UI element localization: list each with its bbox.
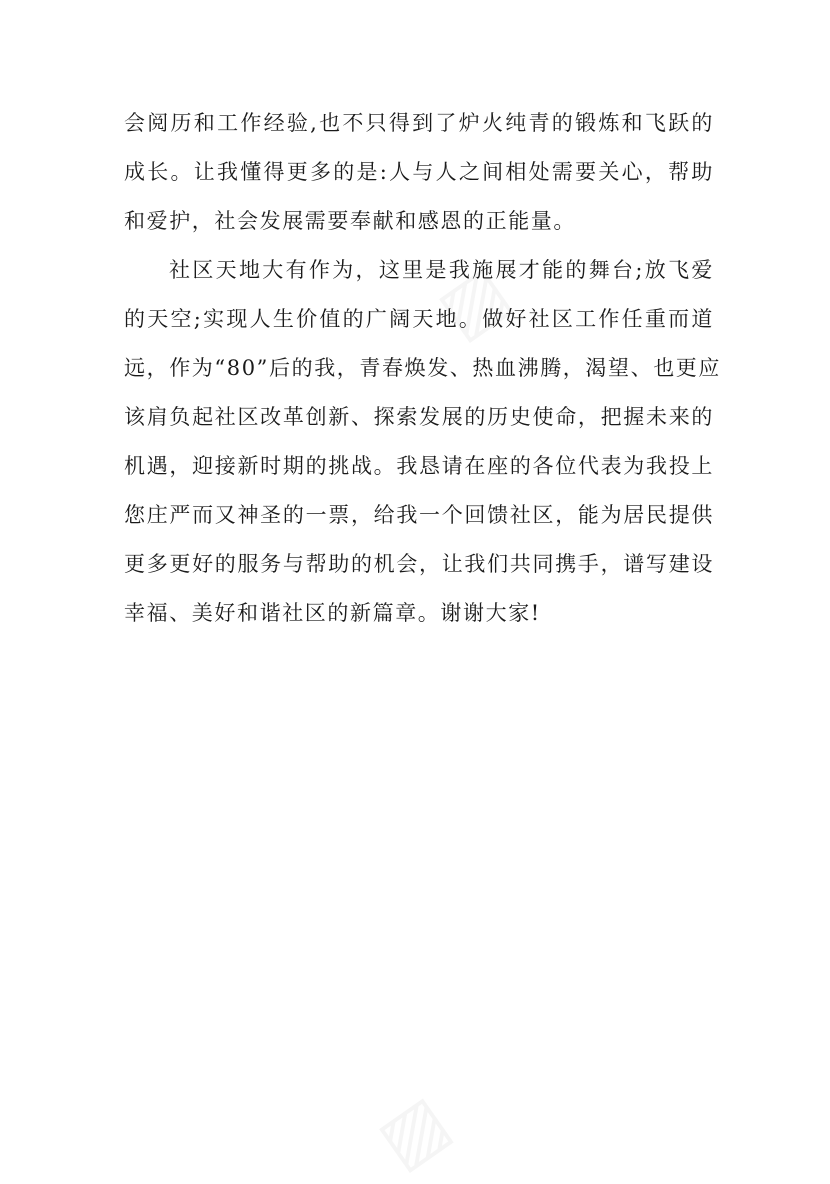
text-line: 远，作为“80”后的我，青春焕发、热血沸腾，渴望、也更应 xyxy=(124,356,721,380)
text-line: 机遇，迎接新时期的挑战。我恳请在座的各位代表为我投上 xyxy=(124,454,714,478)
text-line: 社区天地大有作为，这里是我施展才能的舞台;放飞爱 xyxy=(169,258,714,282)
watermark: ▨ xyxy=(422,248,524,354)
text-line: 幸福、美好和谐社区的新篇章。谢谢大家! xyxy=(124,601,541,625)
text-line: 该肩负起社区改革创新、探索发展的历史使命，把握未来的 xyxy=(124,405,714,429)
text-line: 会阅历和工作经验,也不只得到了炉火纯青的锻炼和飞跃的 xyxy=(124,111,714,135)
text-line: 的天空;实现人生价值的广阔天地。做好社区工作任重而道 xyxy=(124,307,714,331)
text-line: 您庄严而又神圣的一票，给我一个回馈社区，能为居民提供 xyxy=(124,503,714,527)
watermark: ▨ xyxy=(362,1078,464,1184)
body-text xyxy=(124,99,721,638)
text-line: 成长。让我懂得更多的是:人与人之间相处需要关心，帮助 xyxy=(124,160,714,184)
text-line: 更多更好的服务与帮助的机会，让我们共同携手，谱写建设 xyxy=(124,552,714,576)
text-line: 和爱护，社会发展需要奉献和感恩的正能量。 xyxy=(124,209,576,233)
